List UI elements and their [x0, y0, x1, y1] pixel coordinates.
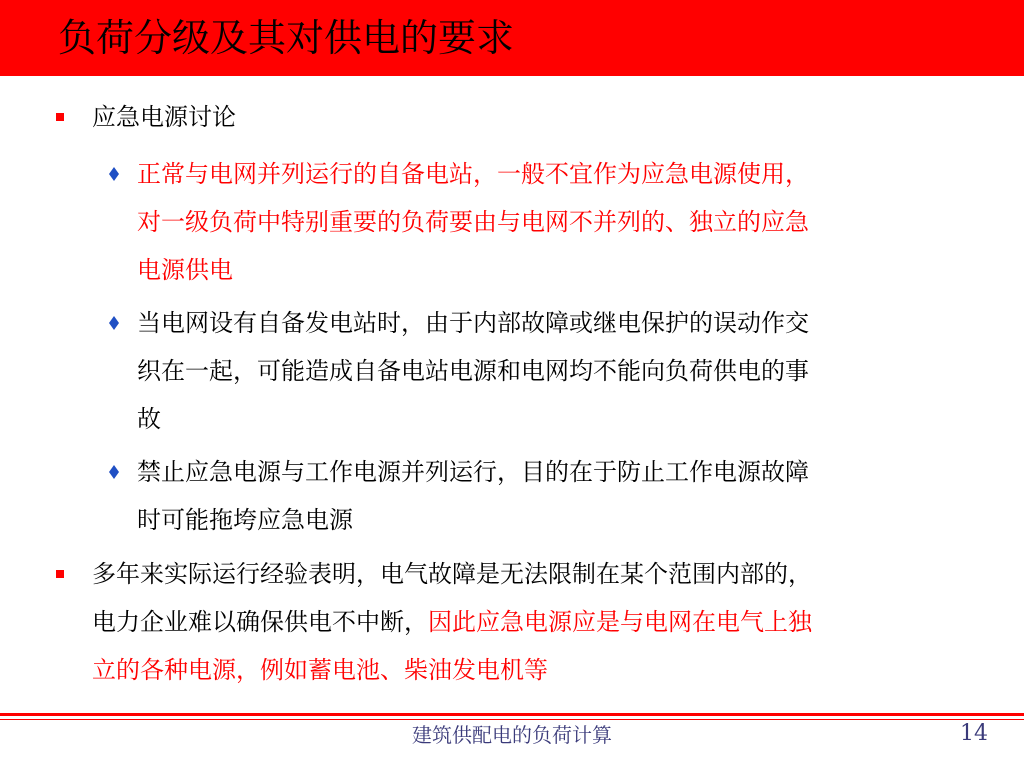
sub-item-2-line-2: 织在一起，可能造成自备电站电源和电网均不能向负荷供电的事 [137, 357, 809, 385]
bullet-item-2-line-1: 多年来实际运行经验表明，电气故障是无法限制在某个范围内部的， [92, 560, 812, 588]
footer-divider-thin [0, 719, 1024, 720]
sub-item-1-line-3: 电源供电 [137, 256, 233, 284]
sub-item-2-line-1: 当电网设有自备发电站时，由于内部故障或继电保护的误动作交 [137, 309, 809, 337]
bullet-item-2-line-2 [92, 598, 962, 646]
bullet-item-emergency-power: 应急电源讨论 [92, 103, 236, 131]
bullet-item-2-line-3: 立的各种电源，例如蓄电池、柴油发电机等 [92, 656, 548, 684]
footer-title: 建筑供配电的负荷计算 [412, 723, 612, 747]
diamond-bullet-icon [109, 465, 119, 479]
diamond-bullet-icon [109, 167, 119, 181]
sub-item-3-line-1: 禁止应急电源与工作电源并列运行，目的在于防止工作电源故障 [137, 458, 809, 486]
title-bar [0, 0, 1024, 76]
slide-title: 负荷分级及其对供电的要求 [58, 16, 515, 60]
sub-item-2-line-3: 故 [137, 405, 161, 433]
diamond-bullet-icon [109, 316, 119, 330]
line-2-red-text: 因此应急电源应是与电网在电气上独 [428, 608, 812, 636]
square-bullet-icon [56, 113, 64, 121]
square-bullet-icon [56, 570, 64, 578]
sub-item-1-line-1: 正常与电网并列运行的自备电站，一般不宜作为应急电源使用， [137, 160, 809, 188]
sub-item-3-line-2: 时可能拖垮应急电源 [137, 506, 353, 534]
footer-divider [0, 713, 1024, 716]
line-2-black-text: 电力企业难以确保供电不中断， [92, 608, 428, 636]
sub-item-1-line-2: 对一级负荷中特别重要的负荷要由与电网不并列的、独立的应急 [137, 208, 809, 236]
page-number: 14 [960, 721, 988, 746]
